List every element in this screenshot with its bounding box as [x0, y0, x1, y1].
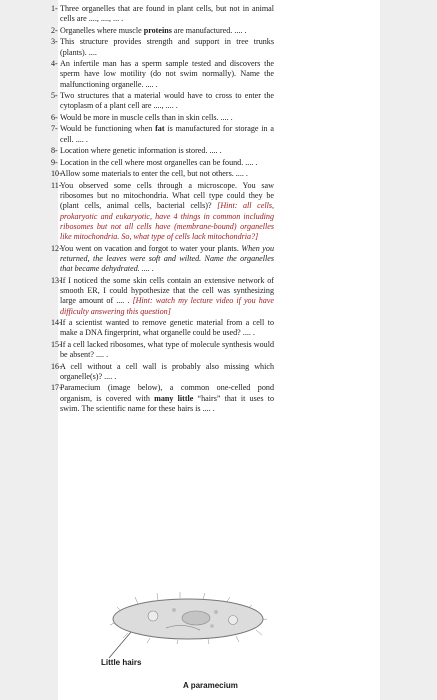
question-text: Would be functioning when	[60, 124, 156, 134]
question-number: 17-	[51, 383, 62, 393]
question-text: is manufactured for storage in a cell. .... .	[60, 124, 274, 144]
macronucleus	[182, 611, 210, 625]
question-item	[52, 169, 274, 179]
question-text: Organelles where muscle	[60, 25, 144, 35]
question-number: 12-	[51, 243, 62, 253]
question-number: 1-	[51, 4, 58, 13]
question-number: 9-	[51, 157, 58, 167]
question-text: If I noticed the some skin cells contain an extensive network of smooth ER, I could hypothesize that the cell was synthesizing large amount of .... .	[60, 275, 274, 306]
question-item	[52, 340, 274, 361]
question-item	[52, 113, 274, 123]
question-hint: [Hint: watch my lecture video if you have difficulty answering this question]	[60, 296, 274, 316]
question-item	[52, 158, 274, 168]
question-item	[52, 26, 274, 36]
question-item	[52, 362, 274, 383]
question-text: Paramecium (image below), a common one-celled pond organism, is covered with	[60, 383, 274, 403]
question-item	[52, 181, 274, 243]
question-item	[52, 276, 274, 317]
question-text: Allow some materials to enter the cell, but not others. .... .	[60, 169, 248, 179]
food-vacuole	[210, 624, 214, 628]
question-item	[52, 124, 274, 145]
question-text: are manufactured. .... .	[171, 25, 247, 35]
vacuole	[148, 611, 158, 621]
label-pointer	[101, 628, 141, 660]
question-text: many little	[154, 393, 194, 403]
question-number: 16-	[51, 361, 62, 371]
question-number: 11-	[51, 180, 62, 190]
question-text: You observed some cells through a microscope. You saw ribosomes but no mitochondria. What cell type could they be (plant cells, animal cells, bacterial cells)?	[60, 180, 274, 211]
question-number: 2-	[51, 25, 58, 35]
question-text: Three organelles that are found in plant cells, but not in animal cells are ...., ...., ... .	[60, 4, 274, 24]
question-text: proteins	[143, 25, 172, 35]
question-item	[52, 244, 274, 275]
question-number: 3-	[51, 37, 58, 47]
question-item	[52, 59, 274, 90]
question-number: 14-	[51, 318, 62, 328]
question-item	[52, 146, 274, 156]
question-number: 6-	[51, 112, 58, 122]
vacuole	[229, 616, 238, 625]
question-text: Would be more in muscle cells than in skin cells. .... .	[60, 112, 233, 122]
food-vacuole	[214, 610, 218, 614]
question-number: 15-	[51, 339, 62, 349]
question-item	[52, 383, 274, 414]
question-number: 7-	[51, 124, 58, 134]
question-item	[52, 37, 274, 58]
question-number: 13-	[51, 275, 62, 285]
question-number: 8-	[51, 146, 58, 156]
question-item	[52, 4, 274, 25]
question-text: Two structures that a material would have to cross to enter the cytoplasm of a plant cell are ...., .... .	[60, 91, 274, 111]
question-text: Location where genetic information is stored. .... .	[60, 146, 222, 156]
question-number: 5-	[51, 91, 58, 101]
question-list	[52, 4, 274, 415]
question-number: 10-	[51, 169, 62, 179]
question-hint: [Hint: all cells, prokaryotic and eukaryotic, have 4 things in common including ribosomes but not all cells have (membrane-bound) organelles like mitochondria. So, what type of cells lack mitochondria?]	[60, 201, 274, 242]
question-text: This structure provides strength and support in tree trunks (plants). ....	[60, 37, 274, 57]
question-text: An infertile man has a sperm sample tested and discovers the sperm have low motility (do not swim normally). Name the malfunctioning organelle. .... .	[60, 59, 274, 89]
question-text: fat	[155, 124, 165, 134]
figure-caption: A paramecium	[183, 681, 238, 690]
question-number: 4-	[51, 59, 58, 69]
question-text: If a scientist wanted to remove genetic material from a cell to make a DNA fingerprint, what organelle could be used? .... .	[60, 318, 274, 338]
question-text: If a cell lacked ribosomes, what type of molecule synthesis would be absent? .... .	[60, 339, 274, 360]
question-text: When you returned, the leaves were soft and wilted. Name the organelles that became dehydrated. .... .	[60, 243, 274, 274]
little-hairs-label: Little hairs	[101, 658, 142, 667]
question-text: A cell without a cell wall is probably also missing which organelle(s)? .... .	[60, 361, 274, 381]
question-item	[52, 91, 274, 112]
question-text: Location in the cell where most organelles can be found. .... .	[60, 157, 258, 167]
question-text: “hairs” that it uses to swim. The scientific name for these hairs is .... .	[60, 393, 275, 413]
question-item	[52, 318, 274, 339]
food-vacuole	[172, 608, 176, 612]
question-text: You went on vacation and forgot to water your plants.	[60, 243, 242, 253]
